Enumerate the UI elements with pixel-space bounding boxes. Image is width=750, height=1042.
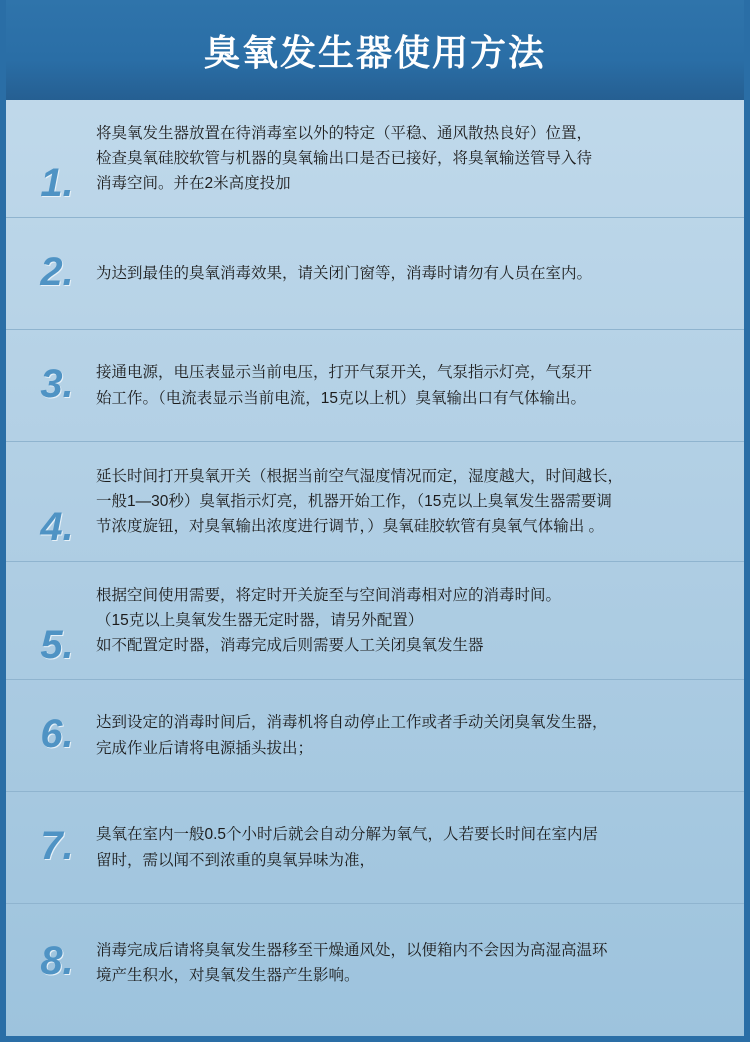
list-item bbox=[6, 218, 744, 330]
list-item bbox=[6, 330, 744, 442]
step-text bbox=[96, 710, 726, 760]
step-line: 接通电源，电压表显示当前电压，打开气泵开关，气泵指示灯亮，气泵开 bbox=[96, 364, 593, 382]
step-line: 节浓度旋钮，对臭氧输出浓度进行调节，）臭氧硅胶软管有臭氧气体输出 。 bbox=[96, 518, 605, 536]
step-number: 1. bbox=[40, 161, 74, 205]
step-line: 将臭氧发生器放置在待消毒室以外的特定（平稳、通风散热良好）位置， bbox=[96, 124, 593, 142]
step-number: 5. bbox=[40, 623, 74, 667]
step-text bbox=[96, 261, 726, 286]
step-text bbox=[96, 121, 726, 196]
list-item bbox=[6, 442, 744, 562]
step-line: 为达到最佳的臭氧消毒效果，请关闭门窗等，消毒时请勿有人员在室内。 bbox=[96, 264, 593, 282]
step-text bbox=[96, 464, 726, 539]
page-title: 臭氧发生器使用方法 bbox=[203, 31, 546, 73]
step-line: 一般1—30秒）臭氧指示灯亮，机器开始工作，（15克以上臭氧发生器需要调 bbox=[96, 492, 612, 510]
step-line: 达到设定的消毒时间后，消毒机将自动停止工作或者手动关闭臭氧发生器， bbox=[96, 714, 608, 732]
step-line: 消毒空间。并在2米高度投加 bbox=[96, 175, 291, 193]
list-item bbox=[6, 792, 744, 904]
list-item bbox=[6, 100, 744, 218]
step-line: （15克以上臭氧发生器无定时器，请另外配置） bbox=[96, 611, 424, 629]
list-item bbox=[6, 680, 744, 792]
step-number: 6. bbox=[40, 711, 74, 756]
step-line: 完成作业后请将电源插头拔出； bbox=[96, 739, 314, 757]
step-number: 8. bbox=[40, 939, 74, 983]
step-line: 延长时间打开臭氧开关（根据当前空气湿度情况而定，湿度越大，时间越长， bbox=[96, 467, 624, 485]
step-text bbox=[96, 583, 726, 658]
step-line: 如不配置定时器，消毒完成后则需要人工关闭臭氧发生器 bbox=[96, 637, 484, 655]
step-text bbox=[96, 938, 726, 988]
step-number: 7. bbox=[40, 823, 74, 868]
poster-header bbox=[6, 0, 744, 100]
step-line: 臭氧在室内一般0.5个小时后就会自动分解为氧气，人若要长时间在室内居 bbox=[96, 826, 599, 844]
step-text bbox=[96, 360, 726, 410]
step-number: 4. bbox=[40, 505, 74, 549]
step-line: 始工作。（电流表显示当前电流，15克以上机）臭氧输出口有气体输出。 bbox=[96, 389, 586, 407]
list-item bbox=[6, 562, 744, 680]
step-text bbox=[96, 822, 726, 872]
step-line: 留时，需以闻不到浓重的臭氧异味为准， bbox=[96, 851, 376, 869]
step-number: 2. bbox=[40, 249, 74, 294]
step-line: 境产生积水，对臭氧发生器产生影响。 bbox=[96, 967, 360, 984]
step-line: 检查臭氧硅胶软管与机器的臭氧输出口是否已接好，将臭氧输送管导入待 bbox=[96, 149, 593, 167]
steps-list bbox=[6, 100, 744, 1022]
list-item bbox=[6, 904, 744, 1022]
step-line: 根据空间使用需要，将定时开关旋至与空间消毒相对应的消毒时间。 bbox=[96, 586, 562, 604]
step-number: 3. bbox=[40, 361, 74, 406]
step-line: 消毒完成后请将臭氧发生器移至干燥通风处，以便箱内不会因为高湿高温环 bbox=[96, 941, 608, 959]
